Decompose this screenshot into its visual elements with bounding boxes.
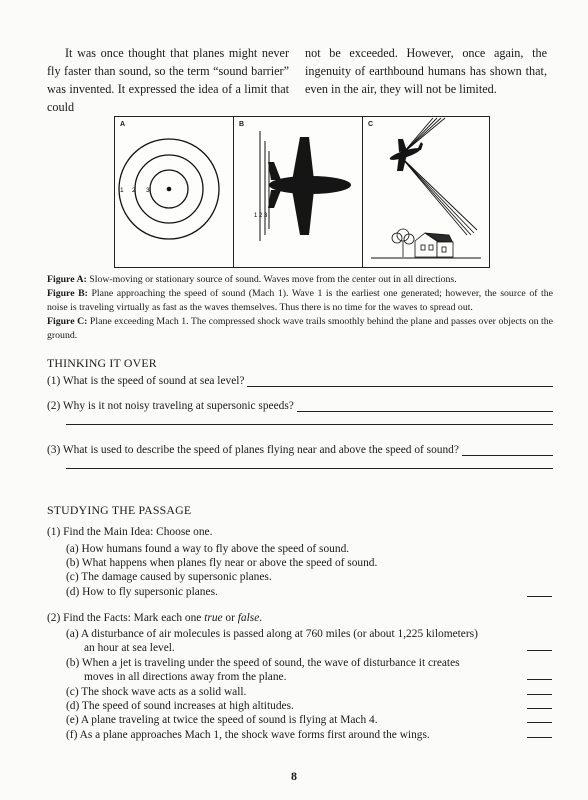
fact-a-answer-blank[interactable] [527,650,552,651]
fact-f-answer-blank[interactable] [527,737,552,738]
main-idea-option-a[interactable]: (a) How humans found a way to fly above the speed of sound. [66,543,350,555]
fact-a-line-2: an hour at sea level. [84,642,175,654]
sound-source-dot [167,187,172,192]
answer-line-2b[interactable] [66,424,553,425]
fact-b-line-2: moves in all directions away from the plane. [84,671,287,683]
fact-a-line-1: (a) A disturbance of air molecules is passed along at 760 miles (or about 1,225 kilometers) [66,628,478,640]
caption-figure-a: Figure A: Slow-moving or stationary source of sound. Waves move from the center out in all directions. [47,274,457,285]
fact-d-answer-blank[interactable] [527,708,552,709]
intro-column-1: It was once thought that planes might never fly faster than sound, so the term “sound barrier” was invented. It expressed the idea of a limit that could [47,46,289,114]
fact-b-line-1: (b) When a jet is traveling under the speed of sound, the wave of disturbance it creates [66,657,460,669]
main-idea-answer-blank[interactable] [527,596,552,597]
figure-b-drawing [234,117,362,267]
studying-heading: STUDYING THE PASSAGE [47,503,192,517]
figure-c-drawing [363,117,489,267]
main-idea-option-c[interactable]: (c) The damage caused by supersonic planes. [66,571,272,583]
figure-a [114,116,234,268]
figure-b-label-3: 3 [264,213,268,219]
answer-line-3[interactable] [462,445,553,456]
question-3: (3) What is used to describe the speed of planes flying near and above the speed of sound? [47,444,553,456]
facts-prompt: (2) Find the Facts: Mark each one true or false. [47,612,263,624]
fact-f: (f) As a plane approaches Mach 1, the shock wave forms first around the wings. [66,729,430,741]
main-idea-option-d[interactable]: (d) How to fly supersonic planes. [66,586,218,598]
figure-a-letter: A [120,121,126,128]
fact-e: (e) A plane traveling at twice the speed of sound is flying at Mach 4. [66,714,378,726]
figure-b-letter: B [239,121,245,128]
intro-column-2: not be exceeded. However, once again, the ingenuity of earthbound humans has shown that, even in the air, they will not be limited. [305,46,547,96]
figure-a-drawing [115,117,233,267]
figure-b [233,116,363,268]
figure-captions [47,273,553,343]
question-2: (2) Why is it not noisy traveling at supersonic speeds? [47,400,553,412]
figure-b-label-1: 1 [254,213,258,219]
thinking-heading: THINKING IT OVER [47,356,157,370]
tree-icon [392,229,414,257]
main-idea-option-b[interactable]: (b) What happens when planes fly near or above the speed of sound. [66,557,378,569]
answer-line-3b[interactable] [66,468,553,469]
fact-d: (d) The speed of sound increases at high altitudes. [66,700,294,712]
answer-line-1[interactable] [247,376,553,387]
figure-a-label-2: 2 [132,187,136,194]
figure-c [362,116,490,268]
question-1: (1) What is the speed of sound at sea level? [47,375,553,387]
shock-wave-lines [401,118,477,235]
figure-a-label-1: 1 [120,187,124,194]
airplane-small-icon [389,139,423,171]
main-idea-prompt: (1) Find the Main Idea: Choose one. [47,526,213,538]
figure-b-label-2: 2 [259,213,263,219]
intro-text [47,44,547,116]
answer-line-2[interactable] [297,401,553,412]
fact-c-answer-blank[interactable] [527,694,552,695]
caption-figure-b: Figure B: Plane approaching the speed of sound (Mach 1). Wave 1 is the earliest one generated; however, the source of the noise is traveling virtually as fast as the waves themselves. Thus there is no time for the waves to spread out. [47,288,553,313]
page-number: 8 [291,769,297,783]
airplane-icon [268,137,351,235]
house-icon [415,233,453,257]
caption-figure-c: Figure C: Plane exceeding Mach 1. The compressed shock wave trails smoothly behind the plane and passes over objects on the ground. [47,316,553,341]
fact-c: (c) The shock wave acts as a solid wall. [66,686,247,698]
figure-a-label-3: 3 [146,187,150,194]
fact-e-answer-blank[interactable] [527,722,552,723]
fact-b-answer-blank[interactable] [527,679,552,680]
figure-c-letter: C [368,121,374,128]
